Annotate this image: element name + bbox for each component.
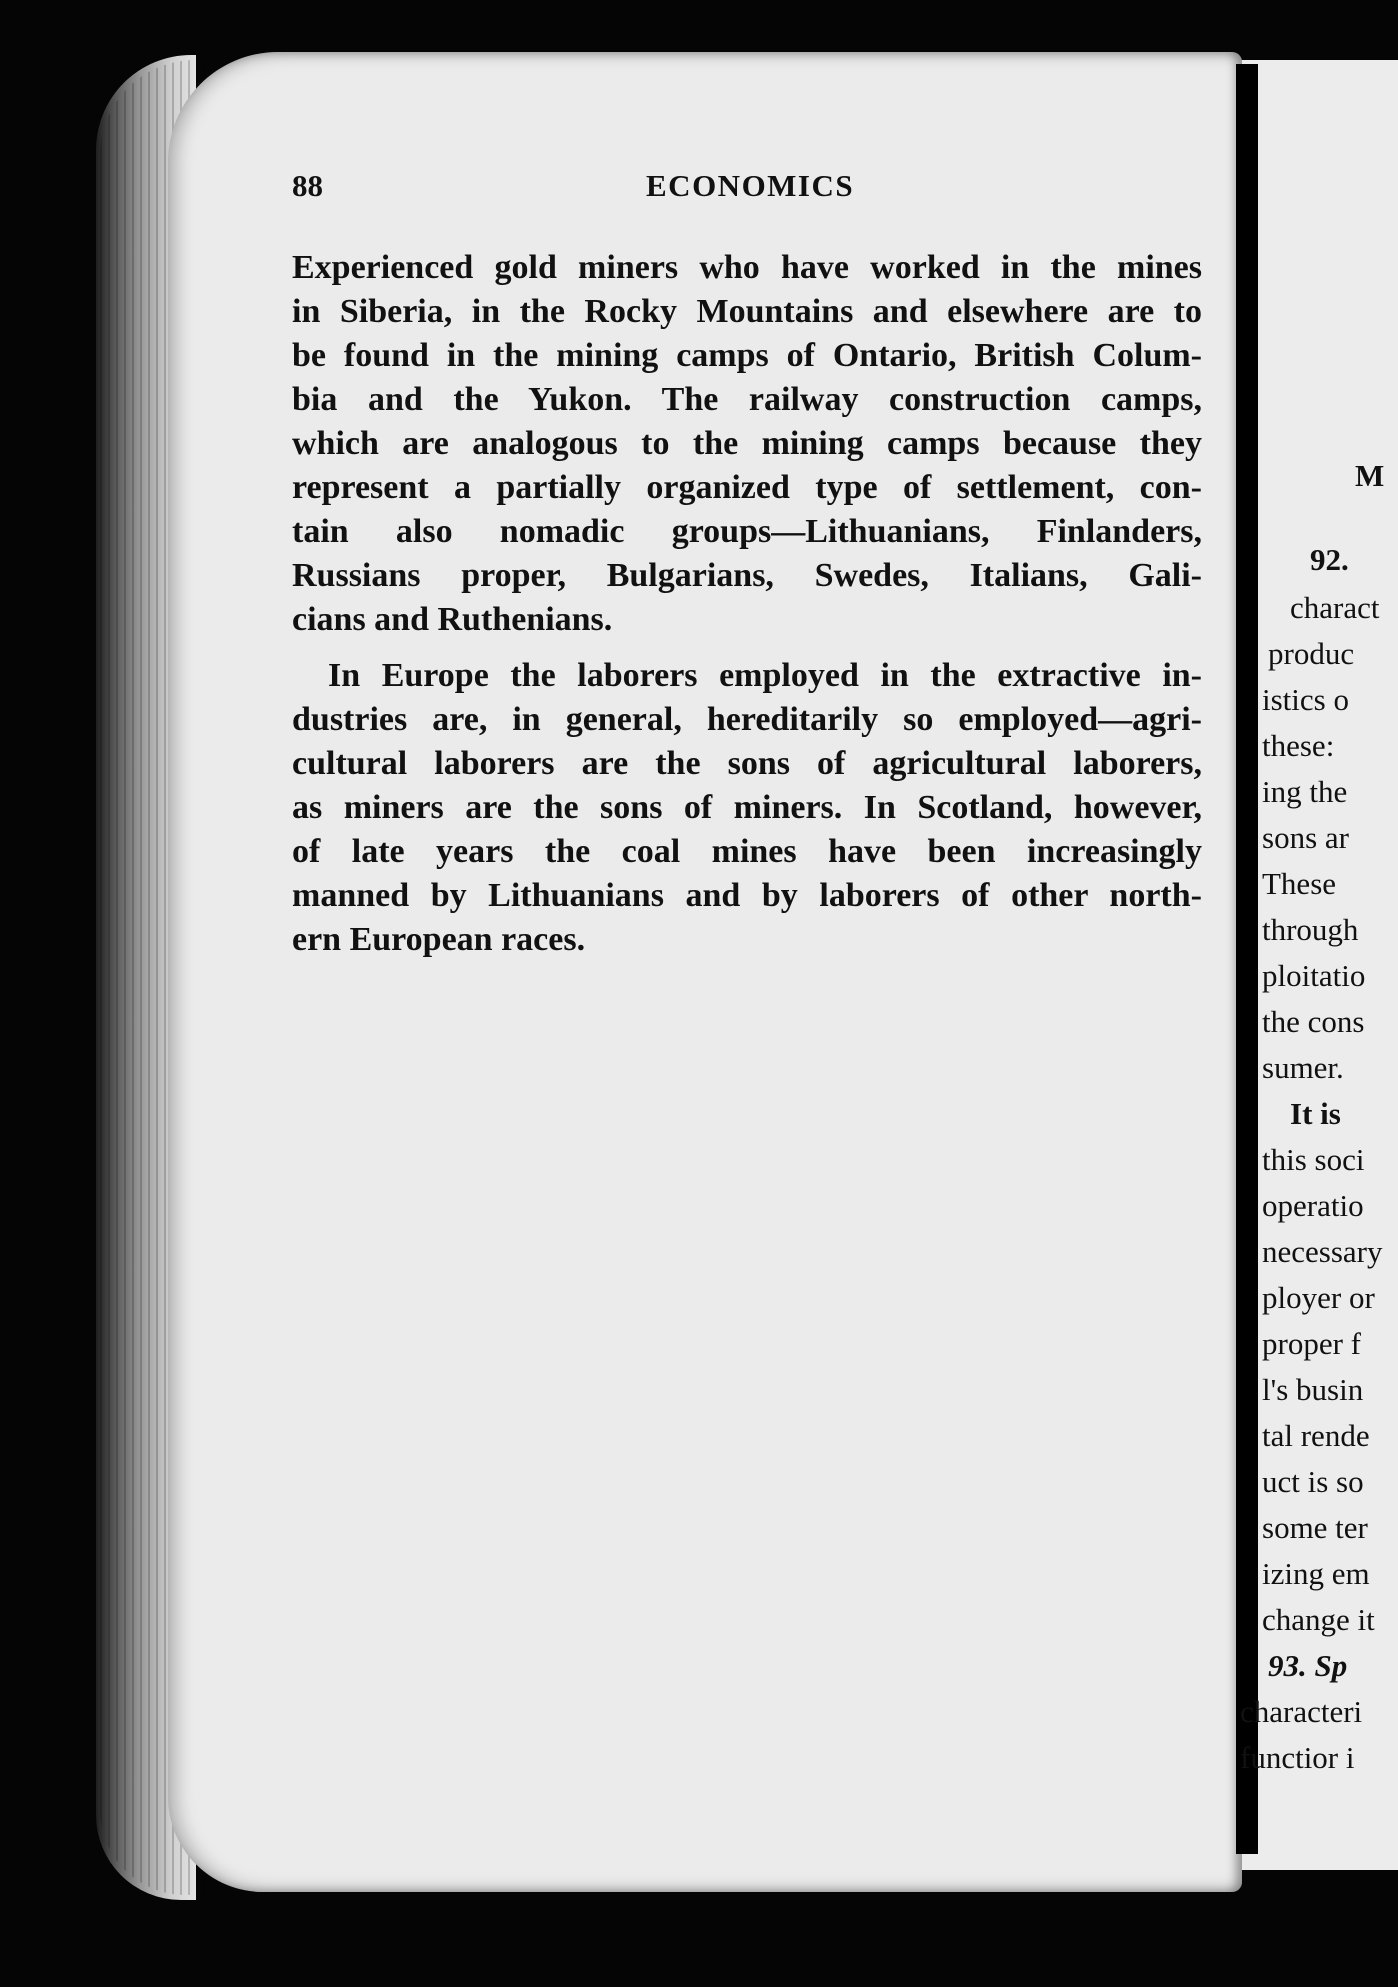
facing-text-fragment: M (1355, 458, 1385, 493)
facing-text-fragment: istics o (1262, 682, 1349, 717)
facing-text-fragment: ploitatio (1262, 958, 1366, 993)
facing-text-fragment: characteri (1240, 1694, 1363, 1729)
facing-text-fragment: ing the (1262, 774, 1348, 809)
text-line: tain also nomadic groups—Lithuanians, Finlanders, (292, 513, 1202, 550)
text-line: cians and Ruthenians. (292, 601, 613, 638)
text-line: In Europe the laborers employed in the extractive in- (328, 657, 1202, 694)
running-head: ECONOMICS (646, 168, 855, 203)
facing-text-fragment: 92. (1310, 542, 1349, 577)
facing-text-fragment: tal rende (1262, 1418, 1370, 1453)
facing-text-fragment: These (1262, 866, 1337, 901)
facing-text-fragment: ployer or (1262, 1280, 1375, 1315)
facing-text-fragment: izing em (1262, 1556, 1370, 1591)
facing-text-fragment: some ter (1262, 1510, 1368, 1545)
text-line: dustries are, in general, hereditarily so employed—agri- (292, 701, 1202, 738)
text-line: of late years the coal mines have been increasingly (292, 833, 1202, 870)
text-line: ern European races. (292, 921, 586, 958)
facing-text-fragment: operatio (1262, 1188, 1364, 1223)
facing-text-fragment: 93. Sp (1268, 1648, 1348, 1683)
facing-text-fragment: this soci (1262, 1142, 1365, 1177)
text-line: which are analogous to the mining camps because they (292, 425, 1202, 462)
facing-text-fragment: charact (1290, 590, 1380, 625)
text-line: cultural laborers are the sons of agricultural laborers, (292, 745, 1202, 782)
text-line: as miners are the sons of miners. In Scotland, however, (292, 789, 1202, 826)
text-line: represent a partially organized type of settlement, con- (292, 469, 1202, 506)
facing-text-fragment: proper f (1262, 1326, 1361, 1361)
text-line: be found in the mining camps of Ontario, British Colum- (292, 337, 1202, 374)
text-line: Experienced gold miners who have worked in the mines (292, 249, 1202, 286)
facing-text-fragment: l's busin (1262, 1372, 1364, 1407)
facing-text-fragment: functior i (1240, 1740, 1355, 1775)
text-line: in Siberia, in the Rocky Mountains and elsewhere are to (292, 293, 1202, 330)
facing-text-fragment: the cons (1262, 1004, 1365, 1039)
facing-text-fragment: necessary (1262, 1234, 1383, 1269)
facing-text-fragment: sumer. (1262, 1050, 1344, 1085)
facing-text-fragment: through (1262, 912, 1359, 947)
book-gutter (1236, 64, 1258, 1854)
text-line: bia and the Yukon. The railway construction camps, (292, 381, 1202, 418)
facing-text-fragment: uct is so (1262, 1464, 1364, 1499)
facing-text-fragment: It is (1290, 1096, 1341, 1131)
facing-text-fragment: change it (1262, 1602, 1375, 1637)
facing-text-fragment: these: (1262, 728, 1335, 763)
page-number: 88 (292, 168, 323, 203)
text-line: manned by Lithuanians and by laborers of other north- (292, 877, 1202, 914)
facing-text-fragment: produc (1268, 636, 1355, 671)
text-line: Russians proper, Bulgarians, Swedes, Italians, Gali- (292, 557, 1202, 594)
facing-text-fragment: sons ar (1262, 820, 1349, 855)
